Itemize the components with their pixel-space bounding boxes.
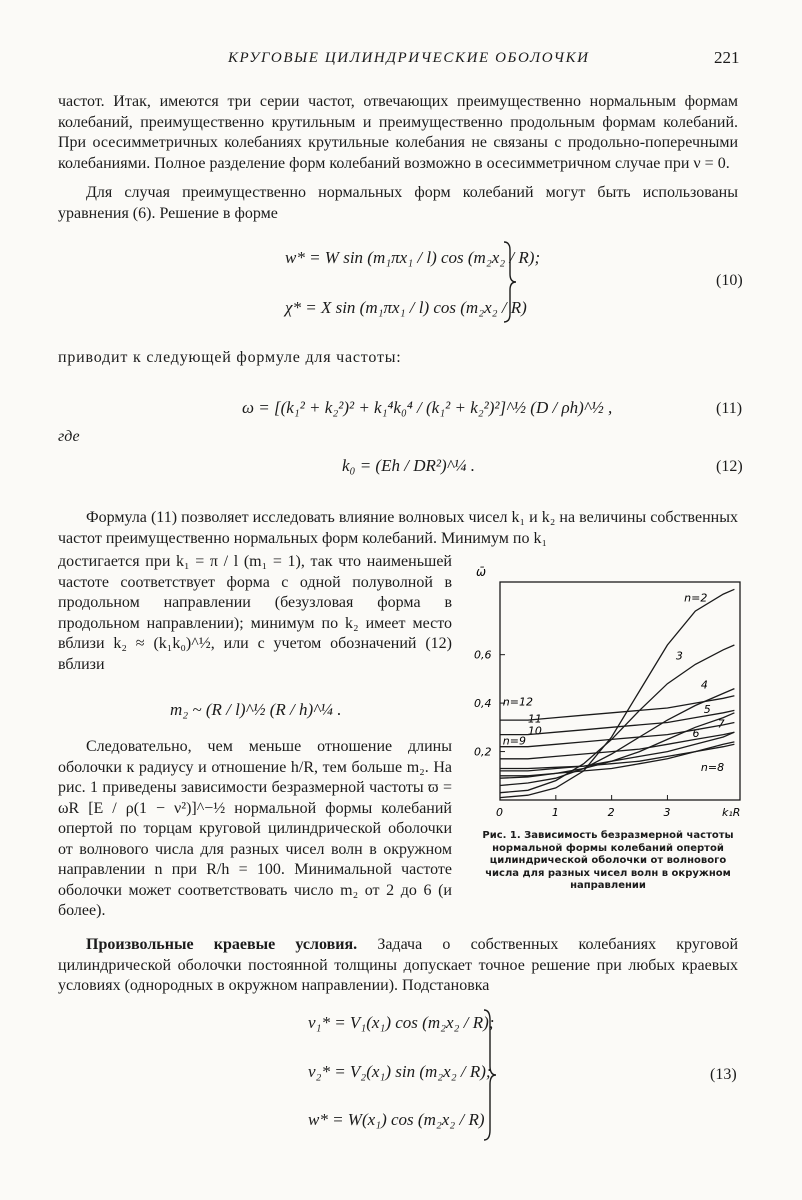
series-label: 11 [527,712,542,726]
running-title: КРУГОВЫЕ ЦИЛИНДРИЧЕСКИЕ ОБОЛОЧКИ [228,50,590,66]
where-label: где [58,428,80,445]
equation-11: ω = [(k₁² + k₂²)² + k₁⁴k₀⁴ / (k₁² + k₂²)²]^½ (D / ρh)^½ , [242,398,613,417]
y-tick-label: 0,6 [474,648,492,662]
x-tick-label: 0 [496,806,503,819]
equation-m2: m₂ ~ (R / l)^½ (R / h)^¼ . [170,700,342,719]
equation-12: k₀ = (Eh / DR²)^¼ . [342,456,476,475]
equation-10-line-2: χ* = X sin (m₁πx₁ / l) cos (m₂x₂ / R) [285,298,527,317]
equation-10-number: (10) [716,272,743,289]
series-line [500,589,734,797]
paragraph-1: частот. Итак, имеются три серии частот, отвечающих преимущественно нормальным формам колебаний, преимущественно крутильным и преимущественно продольным формам колебаний. При осесимметричных колебаниях крутильные колебания не связаны с продольно-поперечными колебаниями. Полное разделение форм колебаний возможно в осесимметричном случае при ν = 0. [58,93,738,172]
paragraph-6-text: Задача о собственных колебаниях круговой цилиндрической оболочки постоянной толщины допускает точное решение при любых краевых условиях (однородных в окружном направлении). Подстановка [58,936,739,994]
series-label: 3 [675,649,683,663]
equation-13-line-1: v₁* = V₁(x₁) cos (m₂x₂ / R); [308,1013,495,1032]
equation-11-number: (11) [716,400,743,417]
paragraph-2: Для случая преимущественно нормальных форм колебаний могут быть использованы уравнения (6). Решение в форме [58,184,738,222]
equation-13-brace [480,1008,500,1142]
x-tick-label: 1 [551,806,559,819]
equation-13-line-2: v₂* = V₂(x₁) sin (m₂x₂ / R); [308,1062,492,1081]
series-label: 7 [717,717,725,731]
equation-12-number: (12) [716,458,743,475]
paragraph-5a: достигается при k₁ = π / l (m₁ = 1), так что наименьшей частоте соответствует форма с одной полуволной в продольном направлении (безузловая форма в продольном направлении); минимум по k₂ имеет место вблизи k₂ ≈ (k₁k₀)^½, или с учетом обозначений (12) вблизи [58,553,452,673]
series-label: n=9 [502,734,526,748]
series-label: n=8 [700,760,725,774]
section-heading: Произвольные краевые условия. [86,936,358,953]
figure-1-caption: Рис. 1. Зависимость безразмерной частоты нормальной формы колебаний опертой цилиндрической оболочки от волнового числа для разных чисел волн в окружном направлении [482,830,734,891]
series-label: 5 [703,702,711,716]
figure-1-chart [470,560,745,825]
paragraph-6 [58,935,738,997]
equation-13-number: (13) [710,1066,737,1083]
x-tick-label: 3 [663,806,671,819]
equation-10-line-1: w* = W sin (m₁πx₁ / l) cos (m₂x₂ / R); [285,248,541,267]
equation-10-brace [500,240,520,324]
paragraph-3: приводит к следующей формуле для частоты: [58,349,402,366]
series-label: 10 [527,724,542,738]
series-label: 4 [700,678,708,692]
series-line [500,744,734,768]
y-tick-label: 0,4 [474,697,492,711]
page-number: 221 [714,48,740,67]
equation-13-line-3: w* = W(x₁) cos (m₂x₂ / R) [308,1110,485,1129]
y-tick-label: 0,2 [474,745,492,759]
series-label: n=2 [684,591,708,605]
series-label: n=12 [502,695,533,709]
x-tick-label: 2 [607,806,615,819]
series-label: 6 [692,727,700,741]
paragraph-5b: Следовательно, чем меньше отношение длины оболочки к радиусу и отношение h/R, тем больше m₂. На рис. 1 приведены зависимости безразмерной частоты ϖ = ωR [E / ρ(1 − ν²)]^−½ нормальной формы колебаний опертой по торцам круговой цилиндрической оболочки от волнового числа для разных чисел волн в окружном направлении n при R/h = 100. Минимальной частоте оболочки может соответствовать число m₂ от 2 до 6 (и более). [58,738,452,919]
x-axis-label: k₁R [722,806,741,819]
paragraph-4: Формула (11) позволяет исследовать влияние волновых чисел k₁ и k₂ на величины собственных частот преимущественно нормальных форм колебаний. Минимум по k₁ [58,509,738,547]
y-axis-label: ω̄ [476,565,487,579]
